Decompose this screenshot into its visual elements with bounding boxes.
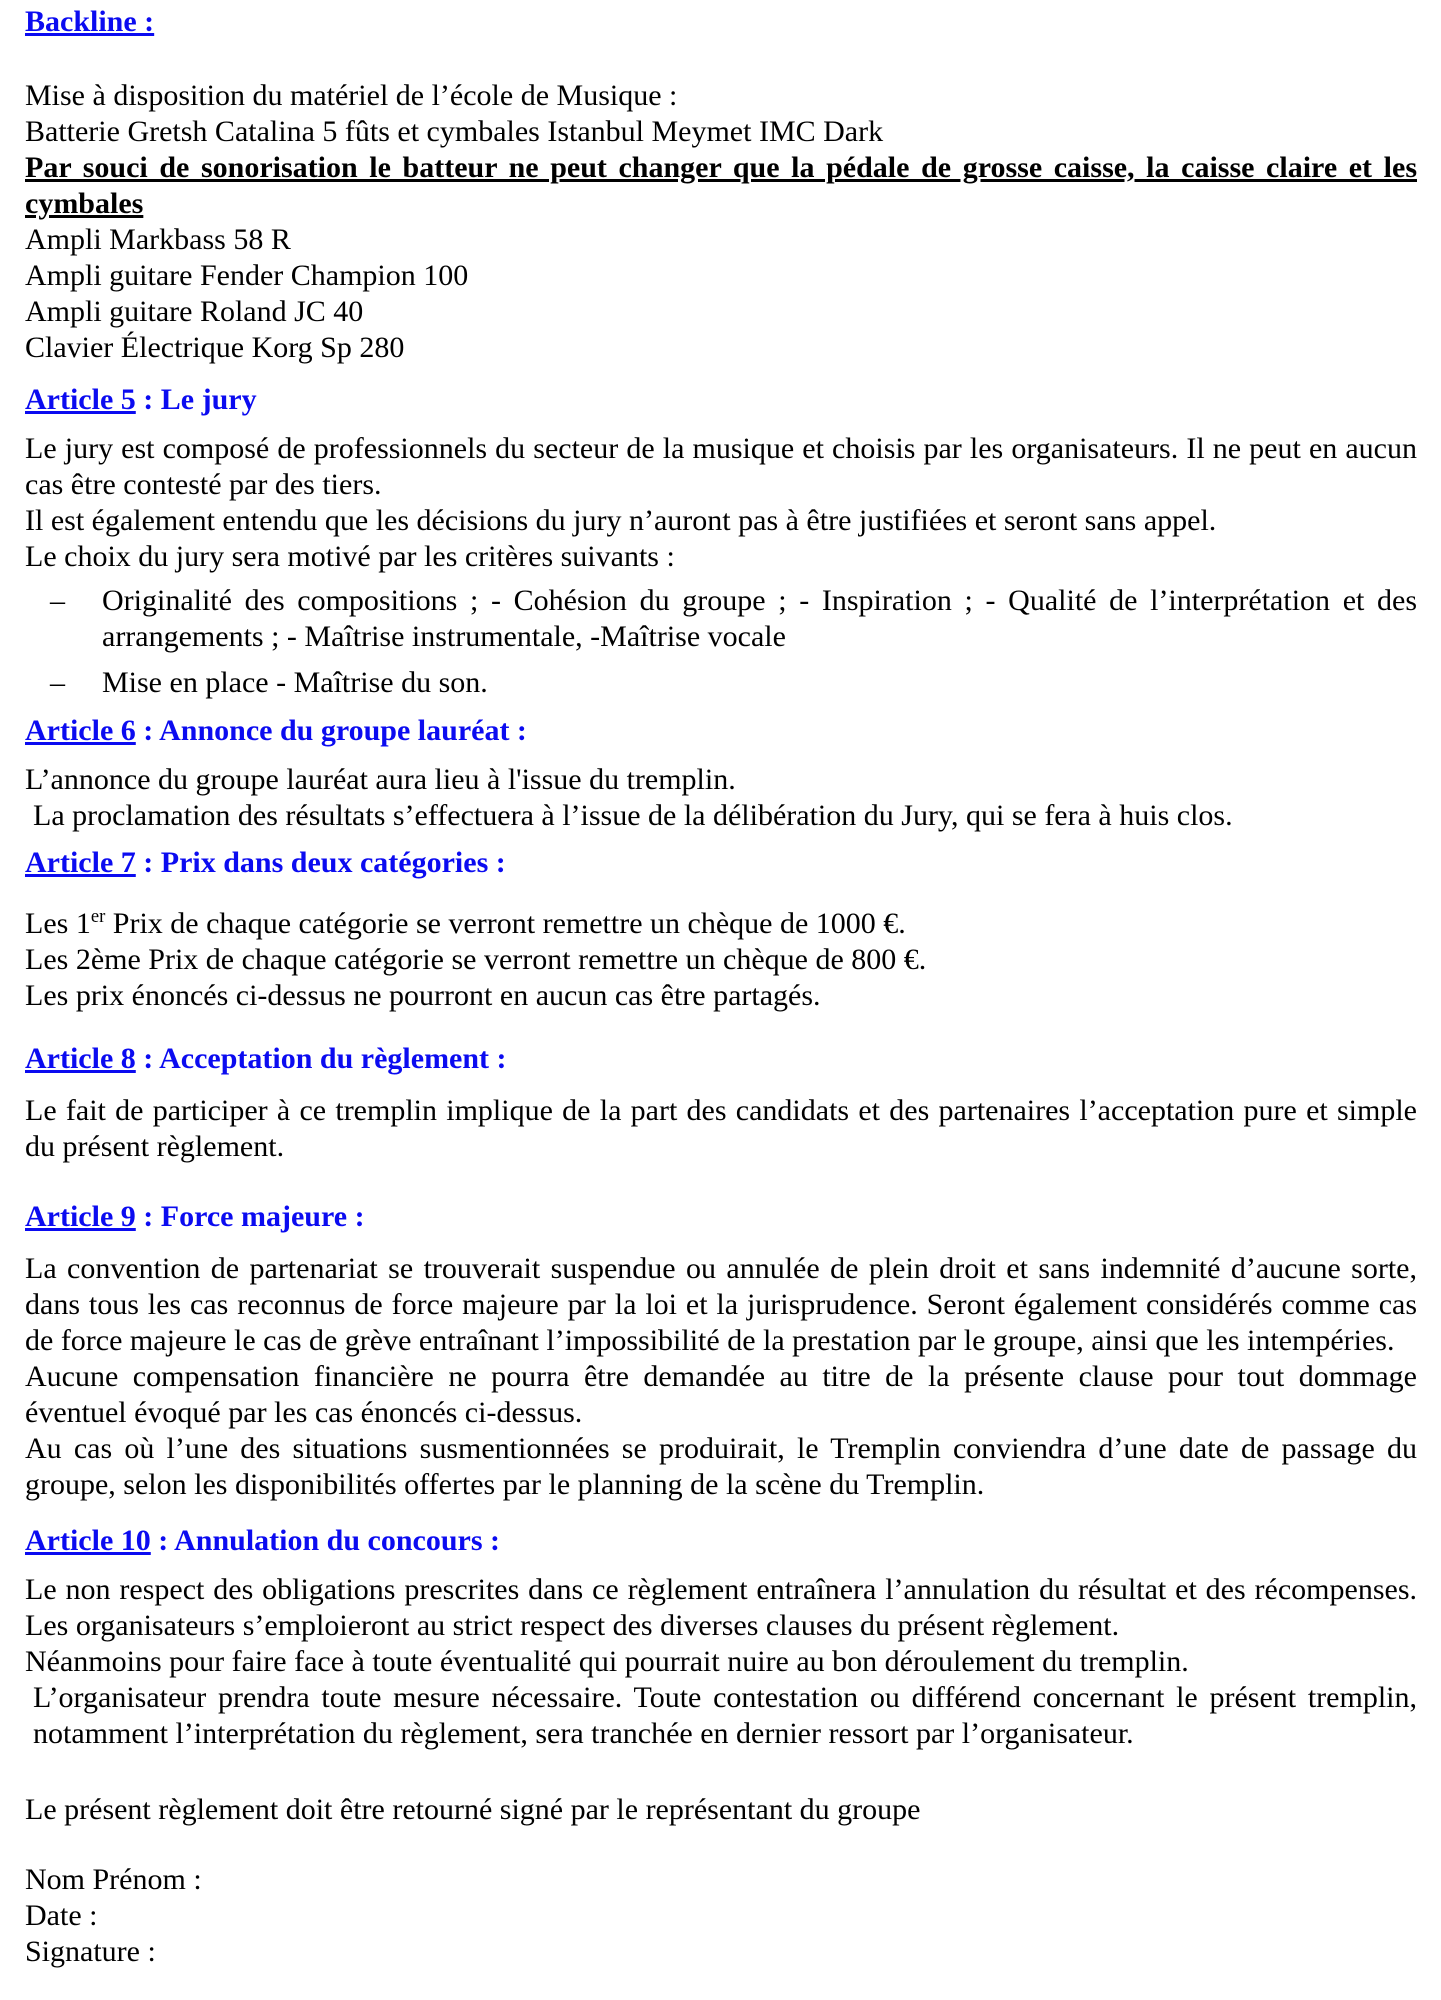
prize1-text-pre: Les 1 [25, 907, 91, 940]
article9-para3: Au cas où l’une des situations susmentionnées se produirait, le Tremplin conviendra d’une date de passage du groupe, selon les disponibilités offertes par le planning de la scène du Tremplin. [25, 1432, 1417, 1501]
backline-equipment-item: Ampli guitare Fender Champion 100 [25, 259, 469, 292]
article9-title: : Force majeure : [135, 1200, 365, 1233]
article5-para3: Le choix du jury sera motivé par les critères suivants : [25, 540, 675, 573]
article10-heading [25, 1523, 1417, 1559]
article9-para2: Aucune compensation financière ne pourra être demandée au titre de la présente clause pour tout dommage éventuel évoqué par les cas énoncés ci-dessus. [25, 1360, 1417, 1429]
prize1-ordinal-superscript: er [90, 906, 106, 927]
article6-title: : Annonce du groupe lauréat : [135, 714, 527, 747]
article5-title: : Le jury [135, 383, 257, 416]
article7-heading [25, 845, 1417, 881]
backline-equipment-item: Ampli guitare Roland JC 40 [25, 295, 364, 328]
backline-heading-text: Backline : [25, 5, 155, 38]
article10-para2: Néanmoins pour faire face à toute éventualité qui pourrait nuire au bon déroulement du tremplin. [25, 1645, 1189, 1678]
article10-para3: L’organisateur prendra toute mesure nécessaire. Toute contestation ou différend concernant le présent tremplin, notamment l’interprétation du règlement, sera tranchée en dernier ressort par l’organisateur. [33, 1681, 1417, 1750]
article7-prize1-line [25, 906, 1417, 942]
article8-title: : Acceptation du règlement : [135, 1042, 507, 1075]
article8-heading [25, 1041, 1417, 1077]
article5-heading [25, 382, 1417, 418]
signature-label: Signature : [25, 1935, 156, 1968]
article9-heading [25, 1199, 1417, 1235]
backline-heading [25, 4, 1417, 40]
article7-prize2-line: Les 2ème Prix de chaque catégorie se verront remettre un chèque de 800 €. [25, 943, 927, 976]
article6-heading [25, 713, 1417, 749]
signature-block [25, 1862, 1417, 1970]
article6-line1: L’annonce du groupe lauréat aura lieu à l'issue du tremplin. [25, 763, 736, 796]
backline-drums-line: Batterie Gretsh Catalina 5 fûts et cymbales Istanbul Meymet IMC Dark [25, 115, 884, 148]
closing-statement: Le présent règlement doit être retourné signé par le représentant du groupe [25, 1793, 921, 1826]
dash-bullet-marker: – [50, 666, 65, 699]
prize1-text-post: Prix de chaque catégorie se verront remettre un chèque de 1000 €. [105, 907, 906, 940]
name-label: Nom Prénom : [25, 1863, 202, 1896]
jury-criteria-text: Originalité des compositions ; - Cohésion du groupe ; - Inspiration ; - Qualité de l’interprétation et des arrangements ; - Maîtrise instrumentale, -Maîtrise vocale [102, 584, 1417, 653]
backline-equipment-item: Ampli Markbass 58 R [25, 223, 291, 256]
jury-criteria-bullet-item [25, 665, 1417, 701]
article10-number: Article 10 [25, 1524, 151, 1557]
article10-title: : Annulation du concours : [150, 1524, 501, 1557]
dash-bullet-marker: – [50, 584, 65, 617]
jury-criteria-bullet-item [25, 583, 1417, 655]
article6-number: Article 6 [25, 714, 136, 747]
article9-number: Article 9 [25, 1200, 136, 1233]
article10-para1: Le non respect des obligations prescrites dans ce règlement entraînera l’annulation du résultat et des récompenses. Les organisateurs s’emploieront au strict respect des diverses clauses du présent règlement. [25, 1573, 1417, 1642]
backline-warning-line: Par souci de sonorisation le batteur ne peut changer que la pédale de grosse caisse, la caisse claire et les cymbales [25, 151, 1417, 220]
backline-equipment-item: Clavier Électrique Korg Sp 280 [25, 331, 405, 364]
date-label: Date : [25, 1899, 98, 1932]
article9-para1: La convention de partenariat se trouverait suspendue ou annulée de plein droit et sans indemnité d’aucune sorte, dans tous les cas reconnus de force majeure par la loi et la jurisprudence. Seront également considérés comme cas de force majeure le cas de grève entraînant l’impossibilité de la prestation par le groupe, ainsi que les intempéries. [25, 1252, 1417, 1357]
article7-prize3-line: Les prix énoncés ci-dessus ne pourront en aucun cas être partagés. [25, 979, 821, 1012]
article5-para2: Il est également entendu que les décisions du jury n’auront pas à être justifiées et seront sans appel. [25, 504, 1217, 537]
article5-para1: Le jury est composé de professionnels du secteur de la musique et choisis par les organisateurs. Il ne peut en aucun cas être contesté par des tiers. [25, 432, 1417, 501]
backline-intro: Mise à disposition du matériel de l’école de Musique : [25, 79, 678, 112]
article5-number: Article 5 [25, 383, 136, 416]
article7-number: Article 7 [25, 846, 136, 879]
article6-line2: La proclamation des résultats s’effectuera à l’issue de la délibération du Jury, qui se fera à huis clos. [33, 799, 1233, 832]
article7-title: : Prix dans deux catégories : [135, 846, 506, 879]
jury-criteria-text: Mise en place - Maîtrise du son. [102, 666, 488, 699]
article8-para: Le fait de participer à ce tremplin implique de la part des candidats et des partenaires l’acceptation pure et simple du présent règlement. [25, 1094, 1417, 1163]
article8-number: Article 8 [25, 1042, 136, 1075]
